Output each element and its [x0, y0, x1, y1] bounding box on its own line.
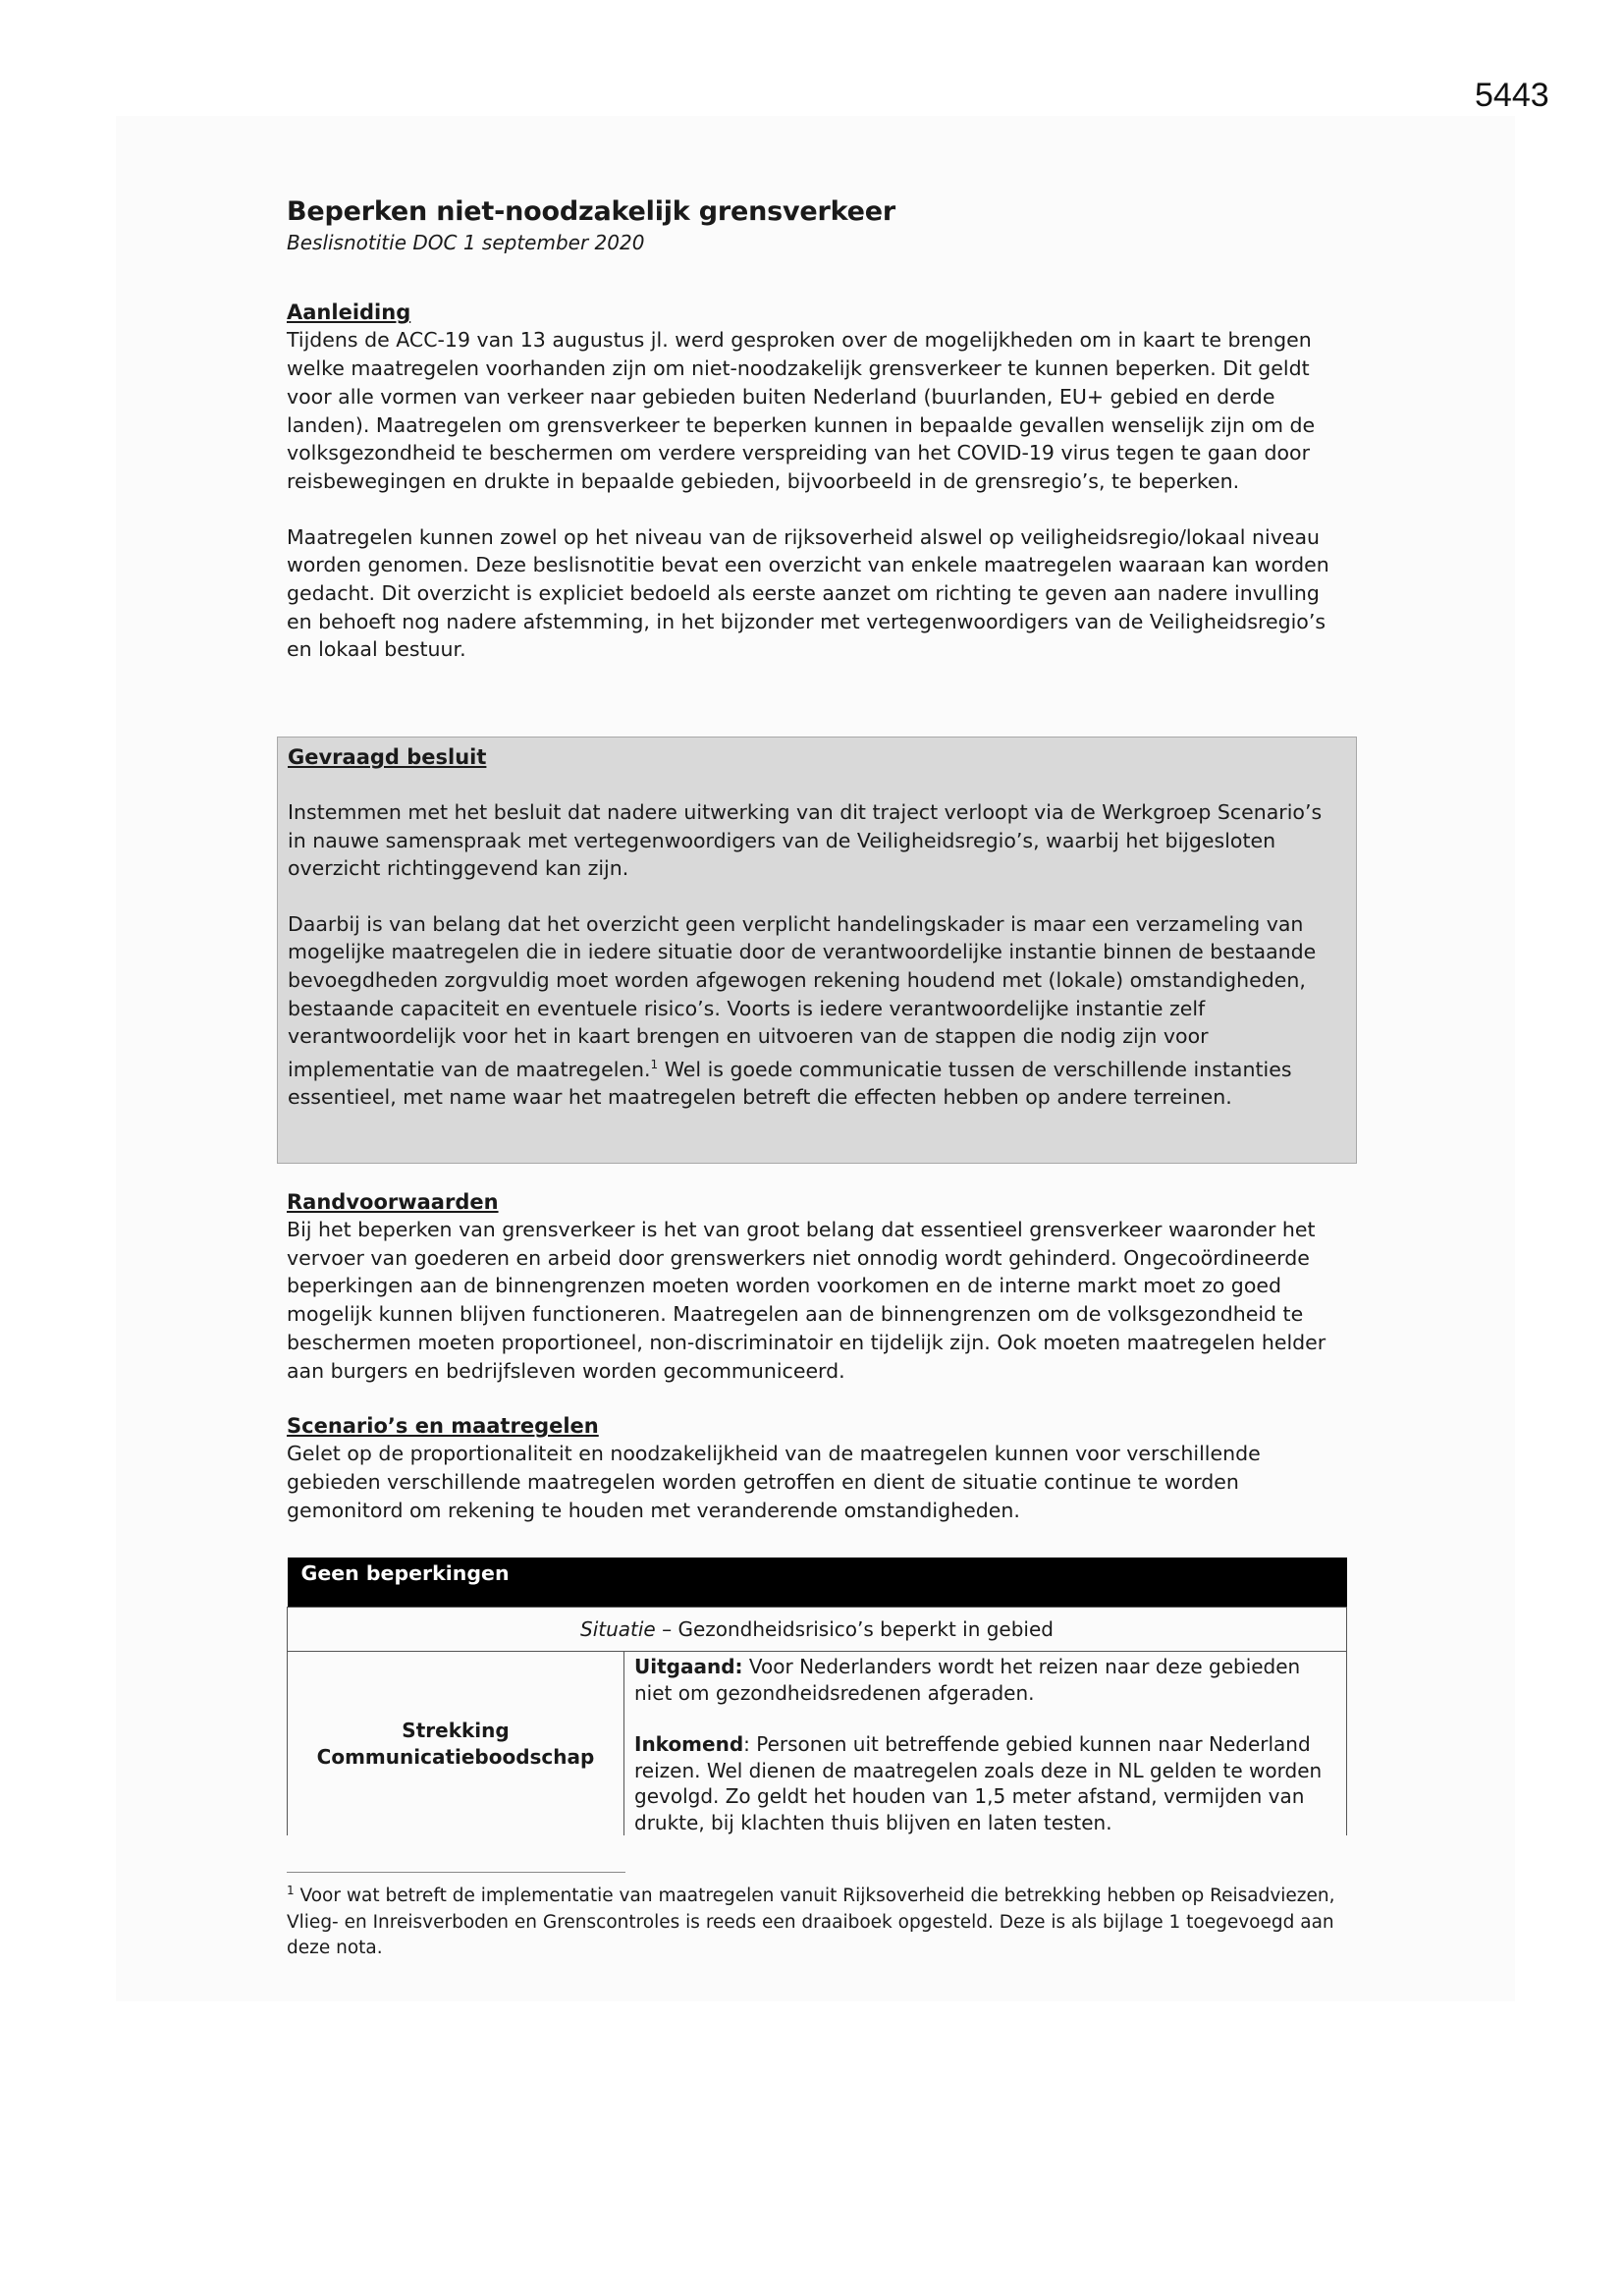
row-label-cell [288, 1652, 624, 1836]
document-title: Beperken niet-noodzakelijk grensverkeer [287, 196, 896, 227]
section-heading-aanleiding: Aanleiding [287, 301, 411, 325]
table-header-row [288, 1558, 1347, 1608]
section-heading-scenarios: Scenario’s en maatregelen [287, 1414, 599, 1439]
uitgaand-text [634, 1654, 1336, 1706]
uitgaand-body: Voor Nederlanders wordt het reizen naar deze gebieden niet om gezondheidsredenen afgeraden. [634, 1655, 1301, 1705]
aanleiding-paragraph-1: Tijdens de ACC-19 van 13 augustus jl. werd gesproken over de mogelijkheden om in kaart te brengen welke maatregelen voorhanden zijn om niet-noodzakelijk grensverkeer te kunnen beperken. Dit geldt voor alle vormen van verkeer naar gebieden buiten Nederland (buurlanden, EU+ gebied en derde landen). Maatregelen om grensverkeer te beperken kunnen in bepaalde gevallen wenselijk zijn om de volksgezondheid te beschermen om verdere verspreiding van het COVID-19 virus tegen te gaan door reisbewegingen en drukte in bepaalde gebieden, bijvoorbeeld in de grensregio’s, te beperken. [287, 328, 1316, 493]
besluit-paragraph-2-part-b: Wel is goede communicatie tussen de verschillende instanties essentieel, met name waar het maatregelen betreft die effecten hebben op andere terreinen. [288, 1057, 1292, 1110]
document-subtitle: Beslisnotitie DOC 1 september 2020 [287, 231, 645, 255]
page-number: 5443 [1475, 77, 1549, 114]
besluit-paragraph-2-part-a: Daarbij is van belang dat het overzicht geen verplicht handelingskader is maar een verzameling van mogelijke maatregelen die in iedere situatie door de verantwoordelijke instantie binnen de bestaande bevoegdheden zorgvuldig moet worden afgewogen rekening houdend met (lokale) omstandigheden, bestaande capaciteit en eventuele risico’s. Voorts is iedere verantwoordelijke instantie zelf verantwoordelijk voor het in kaart brengen en uitvoeren van de stappen die nodig zijn voor implementatie van de maatregelen. [288, 911, 1317, 1081]
row-label-line-1: Strekking [402, 1718, 510, 1742]
inkomend-body: : Personen uit betreffende gebied kunnen naar Nederland reizen. Wel dienen de maatregelen zoals deze in NL gelden te worden gevolgd. Zo geldt het houden van 1,5 meter afstand, vermijden van drukte, bij klachten thuis blijven en laten testen. [634, 1732, 1323, 1834]
section-heading-randvoorwaarden: Randvoorwaarden [287, 1190, 499, 1214]
scenarios-paragraph: Gelet op de proportionaliteit en noodzakelijkheid van de maatregelen kunnen voor verschillende gebieden verschillende maatregelen worden getroffen en dient de situatie continue te worden gemonitord om rekening te houden met veranderende omstandigheden. [287, 1442, 1261, 1522]
besluit-paragraph-1: Instemmen met het besluit dat nadere uitwerking van dit traject verloopt via de Werkgroep Scenario’s in nauwe samenspraak met vertegenwoordigers van de Veiligheidsregio’s, waarbij het bijgesloten overzicht richtinggevend kan zijn. [288, 800, 1323, 881]
row-label-line-2: Communicatieboodschap [316, 1744, 595, 1769]
inkomend-label: Inkomend [634, 1732, 744, 1756]
footnote-divider [287, 1872, 625, 1873]
lower-sections [287, 1188, 1347, 1524]
inkomend-text [634, 1731, 1336, 1835]
uitgaand-label: Uitgaand: [634, 1655, 743, 1678]
footnote [287, 1878, 1347, 1962]
table-situation-cell [288, 1608, 1347, 1652]
table-situation-row [288, 1608, 1347, 1652]
table-header: Geen beperkingen [288, 1558, 1347, 1608]
footnote-text: Voor wat betreft de implementatie van maatregelen vanuit Rijksoverheid die betrekking hebben op Reisadviezen, Vlieg- en Inreisverboden en Grenscontroles is reeds een draaiboek opgesteld. Deze is als bijlage 1 toegevoegd aan deze nota. [287, 1886, 1335, 1959]
scenario-table-container [287, 1558, 1347, 1835]
decision-box [277, 737, 1357, 1164]
randvoorwaarden-paragraph: Bij het beperken van grensverkeer is het van groot belang dat essentieel grensverkeer waaronder het vervoer van goederen en arbeid door grenswerkers niet onnodig wordt gehinderd. Ongecoördineerde beperkingen aan de binnengrenzen moeten worden voorkomen en de interne markt moet zo goed mogelijk kunnen blijven functioneren. Maatregelen aan de binnengrenzen om de volksgezondheid te beschermen moeten proportioneel, non-discriminatoir en tijdelijk zijn. Ook moeten maatregelen helder aan burgers en bedrijfsleven worden gecommuniceerd. [287, 1218, 1326, 1383]
footnote-reference: 1 [650, 1057, 659, 1071]
section-heading-gevraagd-besluit: Gevraagd besluit [288, 745, 487, 769]
document-content [287, 196, 1347, 664]
scenario-table [287, 1558, 1347, 1835]
besluit-paragraph-2 [288, 910, 1346, 1112]
aanleiding-paragraph-2: Maatregelen kunnen zowel op het niveau van de rijksoverheid alswel op veiligheidsregio/lokaal niveau worden genomen. Deze beslisnotitie bevat een overzicht van enkele maatregelen waaraan kan worden gedacht. Dit overzicht is expliciet bedoeld als eerste aanzet om richting te geven aan nadere invulling en behoeft nog nadere afstemming, in het bijzonder met vertegenwoordigers van de Veiligheidsregio’s en lokaal bestuur. [287, 524, 1329, 662]
situation-label: Situatie [580, 1617, 656, 1641]
situation-text: – Gezondheidsrisico’s beperkt in gebied [655, 1617, 1054, 1641]
footnote-number: 1 [287, 1884, 295, 1897]
table-row [288, 1652, 1347, 1836]
row-content-cell [624, 1652, 1347, 1836]
